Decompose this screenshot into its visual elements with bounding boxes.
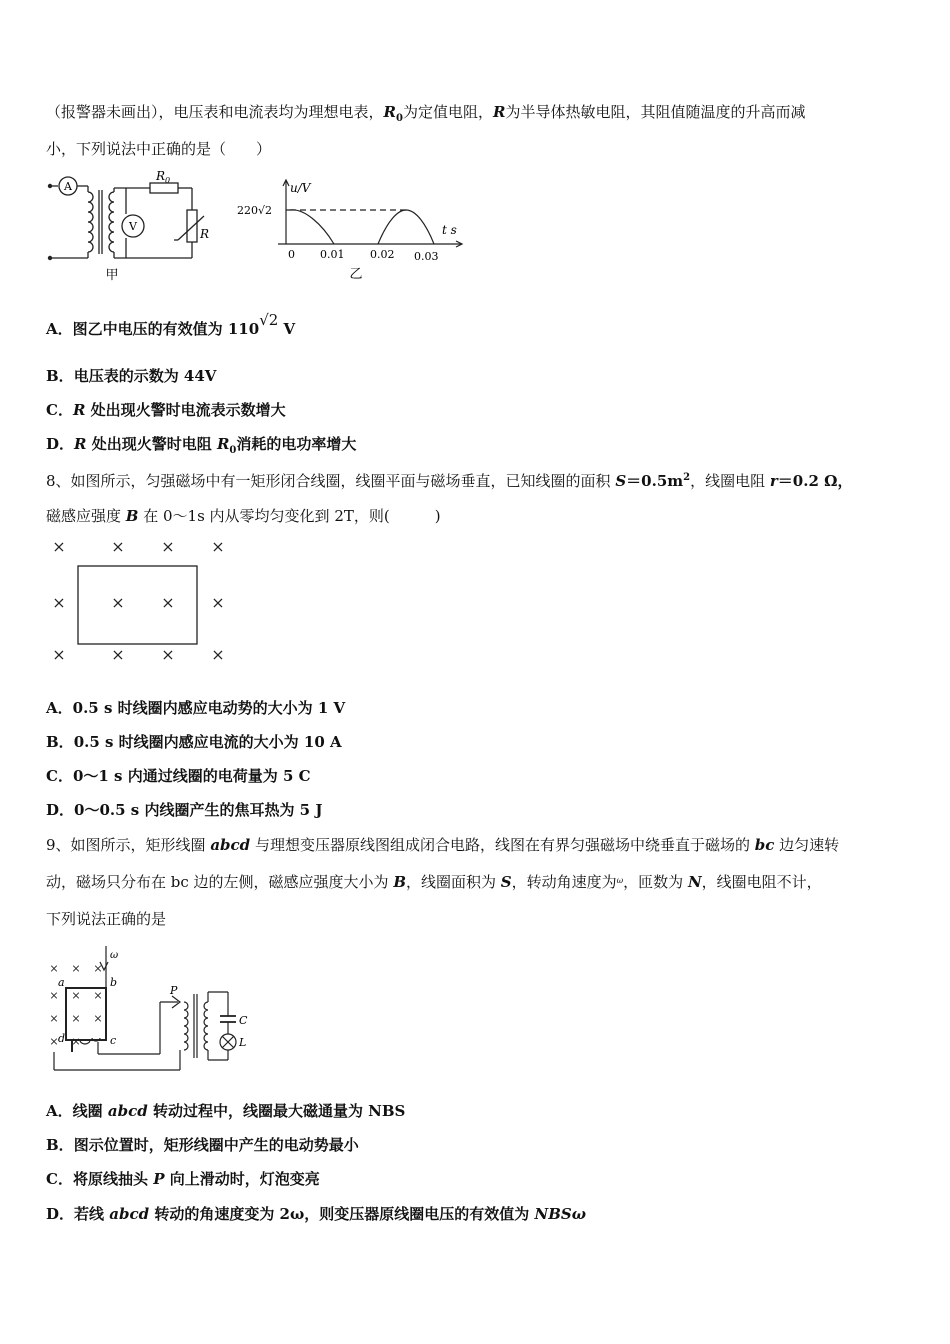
option-text: 转动过程中，线圈最大磁通量为 NBS bbox=[147, 1102, 406, 1120]
q9-stem-text: 边匀速转 bbox=[774, 836, 840, 854]
q8-stem-text: 在 0～1s 内从零均匀变化到 2T，则( ) bbox=[138, 507, 441, 525]
terminal-dot-icon bbox=[48, 184, 52, 188]
terminal-dot-icon bbox=[48, 256, 52, 260]
option-text: 向上滑动时，灯泡变亮 bbox=[164, 1170, 320, 1188]
peak-value-label: 220√2 bbox=[237, 204, 273, 217]
q8-r-var: r bbox=[769, 472, 778, 490]
field-cross-icon: × bbox=[71, 1035, 81, 1048]
secondary-coil-icon bbox=[109, 192, 114, 252]
corner-a-label: a bbox=[58, 976, 65, 989]
field-cross-icon: × bbox=[161, 645, 175, 664]
option-var: R bbox=[72, 401, 86, 419]
q8-stem-text: 磁感应强度 bbox=[46, 507, 126, 525]
q9-stem-text: 与理想变压器原线图组成闭合电路，线图在有界匀强磁场中绕垂直于磁场的 bbox=[250, 836, 755, 854]
q9-stem-text: ，转动角速度为 bbox=[511, 873, 617, 891]
voltmeter-label: V bbox=[129, 220, 137, 233]
omega-label: ω bbox=[110, 950, 119, 961]
q8-option-b[interactable] bbox=[46, 732, 342, 752]
option-text: 电压表的示数为 44V bbox=[73, 367, 217, 385]
option-text: 0～0.5 s 内线圈产生的焦耳热为 5 J bbox=[74, 801, 323, 819]
option-var: R bbox=[74, 435, 87, 453]
q9-bc-var: bc bbox=[754, 836, 775, 854]
field-cross-icon: × bbox=[52, 645, 66, 664]
r0-label-sub: 0 bbox=[165, 176, 171, 185]
field-cross-icon: × bbox=[111, 593, 125, 612]
option-var: P bbox=[153, 1170, 165, 1188]
option-text: 转动的角速度变为 2ω，则变压器原线圈电压的有效值为 bbox=[149, 1205, 535, 1223]
field-cross-icon: × bbox=[71, 989, 81, 1002]
r0-label bbox=[155, 169, 170, 185]
q8-s-sup: 2 bbox=[683, 472, 691, 483]
q9-option-b[interactable] bbox=[46, 1135, 359, 1155]
corner-b-label: b bbox=[110, 976, 118, 989]
q7-option-d[interactable] bbox=[46, 434, 356, 461]
q8-stem-line2 bbox=[46, 506, 441, 526]
q9-option-c[interactable] bbox=[46, 1169, 320, 1189]
field-cross-icon: × bbox=[111, 645, 125, 664]
option-label: D． bbox=[46, 801, 75, 819]
field-cross-icon: × bbox=[211, 645, 225, 664]
option-text: 若线 bbox=[74, 1205, 110, 1223]
field-cross-icon: × bbox=[93, 962, 103, 975]
option-label: B． bbox=[46, 733, 74, 751]
q7-r-symbol: R bbox=[492, 103, 506, 121]
option-text: 图示位置时，矩形线圈中产生的电动势最小 bbox=[73, 1136, 359, 1154]
q7-option-c[interactable] bbox=[46, 400, 286, 420]
q9-stem-line1 bbox=[46, 835, 839, 855]
q8-s-var: S bbox=[615, 472, 627, 490]
tick-label-002: 0.02 bbox=[370, 248, 395, 261]
q9-stem-text: 下列说法正确的是 bbox=[46, 910, 167, 928]
q7-stem-text: 小，下列说法中正确的是（ ） bbox=[46, 140, 272, 158]
option-label: A． bbox=[46, 320, 73, 338]
q8-s-value: ＝0.5m bbox=[626, 472, 684, 490]
axis-x-label: t s bbox=[442, 223, 457, 237]
option-label: C． bbox=[46, 401, 73, 419]
field-cross-icon: × bbox=[111, 537, 125, 556]
field-cross-icon: × bbox=[211, 537, 225, 556]
option-text: 消耗的电功率增大 bbox=[236, 435, 357, 453]
q8-option-c[interactable] bbox=[46, 766, 311, 786]
primary-coil-icon bbox=[88, 192, 93, 252]
option-label: A． bbox=[46, 699, 73, 717]
q9-option-a[interactable] bbox=[46, 1101, 405, 1121]
q7-figure-jia bbox=[44, 169, 214, 284]
option-label: B． bbox=[46, 1136, 74, 1154]
q7-stem-line2 bbox=[46, 139, 271, 159]
q9-stem-line2 bbox=[46, 872, 822, 895]
r0-label-main: R bbox=[156, 169, 166, 183]
tick-label-0: 0 bbox=[288, 248, 295, 261]
q9-stem-line3 bbox=[46, 909, 166, 929]
tap-p-label: P bbox=[170, 984, 178, 997]
option-label: C． bbox=[46, 1170, 73, 1188]
q9-stem-text: ，线圈面积为 bbox=[406, 873, 501, 891]
q8-b-var: B bbox=[125, 507, 139, 525]
q8-stem-line1 bbox=[46, 468, 852, 491]
ammeter-label: A bbox=[64, 180, 72, 193]
field-cross-icon: × bbox=[49, 989, 59, 1002]
q7-stem-text: 为半导体热敏电阻，其阻值随温度的升高而减 bbox=[505, 103, 806, 121]
q7-r0-symbol: R bbox=[383, 103, 396, 121]
r0-resistor-icon bbox=[150, 183, 178, 193]
field-cross-icon: × bbox=[52, 537, 66, 556]
option-var: abcd bbox=[109, 1205, 150, 1223]
field-cross-icon: × bbox=[71, 1012, 81, 1025]
figure-jia-caption: 甲 bbox=[105, 268, 119, 283]
option-label: A． bbox=[46, 1102, 73, 1120]
axis-y-label: u/V bbox=[290, 181, 311, 195]
q9-stem-text: ，匝数为 bbox=[623, 873, 688, 891]
option-text: 处出现火警时电流表示数增大 bbox=[85, 401, 286, 419]
q8-figure bbox=[44, 534, 244, 668]
option-var: R bbox=[216, 435, 230, 453]
q7-figure-yi bbox=[234, 172, 466, 284]
field-cross-icon: × bbox=[161, 537, 175, 556]
tick-label-001: 0.01 bbox=[320, 248, 345, 261]
option-text: 将原线抽头 bbox=[72, 1170, 154, 1188]
q9-n-var: N bbox=[687, 873, 702, 891]
sqrt-symbol: √2 bbox=[259, 311, 279, 329]
field-cross-icon: × bbox=[49, 962, 59, 975]
q9-option-d[interactable] bbox=[46, 1204, 586, 1224]
q7-stem-text: （报警器未画出），电压表和电流表均为理想电表， bbox=[46, 103, 384, 121]
field-cross-icon: × bbox=[49, 1012, 59, 1025]
q8-r-value: ＝0.2 Ω， bbox=[777, 472, 853, 490]
corner-c-label: c bbox=[110, 1034, 117, 1047]
option-text: 处出现火警时电阻 bbox=[86, 435, 217, 453]
r-label: R bbox=[200, 227, 210, 241]
q7-stem-text: 为定值电阻， bbox=[402, 103, 493, 121]
q9-stem-text: 动，磁场只分布在 bc 边的左侧，磁感应强度大小为 bbox=[46, 873, 394, 891]
option-text: 图乙中电压的有效值为 110 bbox=[72, 320, 260, 338]
q9-stem-text: ，线圈电阻不计， bbox=[701, 873, 822, 891]
waveform-arc-1 bbox=[286, 210, 334, 244]
thermistor-icon bbox=[187, 210, 197, 242]
primary-coil-icon bbox=[184, 1002, 188, 1050]
waveform-arc-2 bbox=[378, 210, 434, 244]
secondary-coil-icon bbox=[204, 1002, 208, 1050]
option-label: B． bbox=[46, 367, 74, 385]
field-cross-icon: × bbox=[49, 1035, 59, 1048]
field-cross-icon: × bbox=[93, 1012, 103, 1025]
q8-stem-text: ，线圈电阻 bbox=[690, 472, 770, 490]
rectangular-coil bbox=[78, 566, 197, 644]
field-cross-icon: × bbox=[161, 593, 175, 612]
field-cross-icon: × bbox=[93, 989, 103, 1002]
field-cross-icon: × bbox=[211, 593, 225, 612]
option-text: 0～1 s 内通过线圈的电荷量为 5 C bbox=[72, 767, 311, 785]
option-label: D． bbox=[46, 1205, 75, 1223]
q9-figure bbox=[44, 942, 264, 1076]
option-label: D． bbox=[46, 435, 75, 453]
option-label: C． bbox=[46, 767, 73, 785]
q9-s-var: S bbox=[500, 873, 512, 891]
q8-option-d[interactable] bbox=[46, 800, 322, 820]
q7-r0-subscript: 0 bbox=[395, 113, 403, 124]
q9-b-var: B bbox=[393, 873, 406, 891]
option-text: 0.5 s 时线圈内感应电动势的大小为 1 V bbox=[72, 699, 346, 717]
field-cross-icon: × bbox=[52, 593, 66, 612]
q7-stem-line1 bbox=[46, 102, 805, 129]
option-text: 0.5 s 时线圈内感应电流的大小为 10 A bbox=[73, 733, 342, 751]
q8-stem-text: 8、如图所示，匀强磁场中有一矩形闭合线圈，线圈平面与磁场垂直，已知线圈的面积 bbox=[46, 472, 616, 490]
option-unit: V bbox=[278, 320, 296, 338]
q9-omega-small: ω bbox=[616, 876, 624, 885]
field-cross-icon: × bbox=[71, 962, 81, 975]
corner-d-label: d bbox=[58, 1032, 66, 1045]
option-var: NBSω bbox=[534, 1205, 586, 1223]
q9-stem-text: 9、如图所示，矩形线圈 bbox=[46, 836, 211, 854]
option-subscript: 0 bbox=[229, 445, 237, 456]
q7-option-b[interactable] bbox=[46, 366, 216, 386]
lamp-label: L bbox=[239, 1036, 247, 1049]
q8-option-a[interactable] bbox=[46, 698, 345, 718]
capacitor-label: C bbox=[239, 1014, 248, 1027]
q9-abcd-var: abcd bbox=[210, 836, 251, 854]
figure-yi-caption: 乙 bbox=[349, 267, 363, 282]
option-text: 线圈 bbox=[72, 1102, 108, 1120]
q7-option-a[interactable] bbox=[46, 311, 296, 339]
tick-label-003: 0.03 bbox=[414, 250, 439, 263]
option-var: abcd bbox=[107, 1102, 148, 1120]
